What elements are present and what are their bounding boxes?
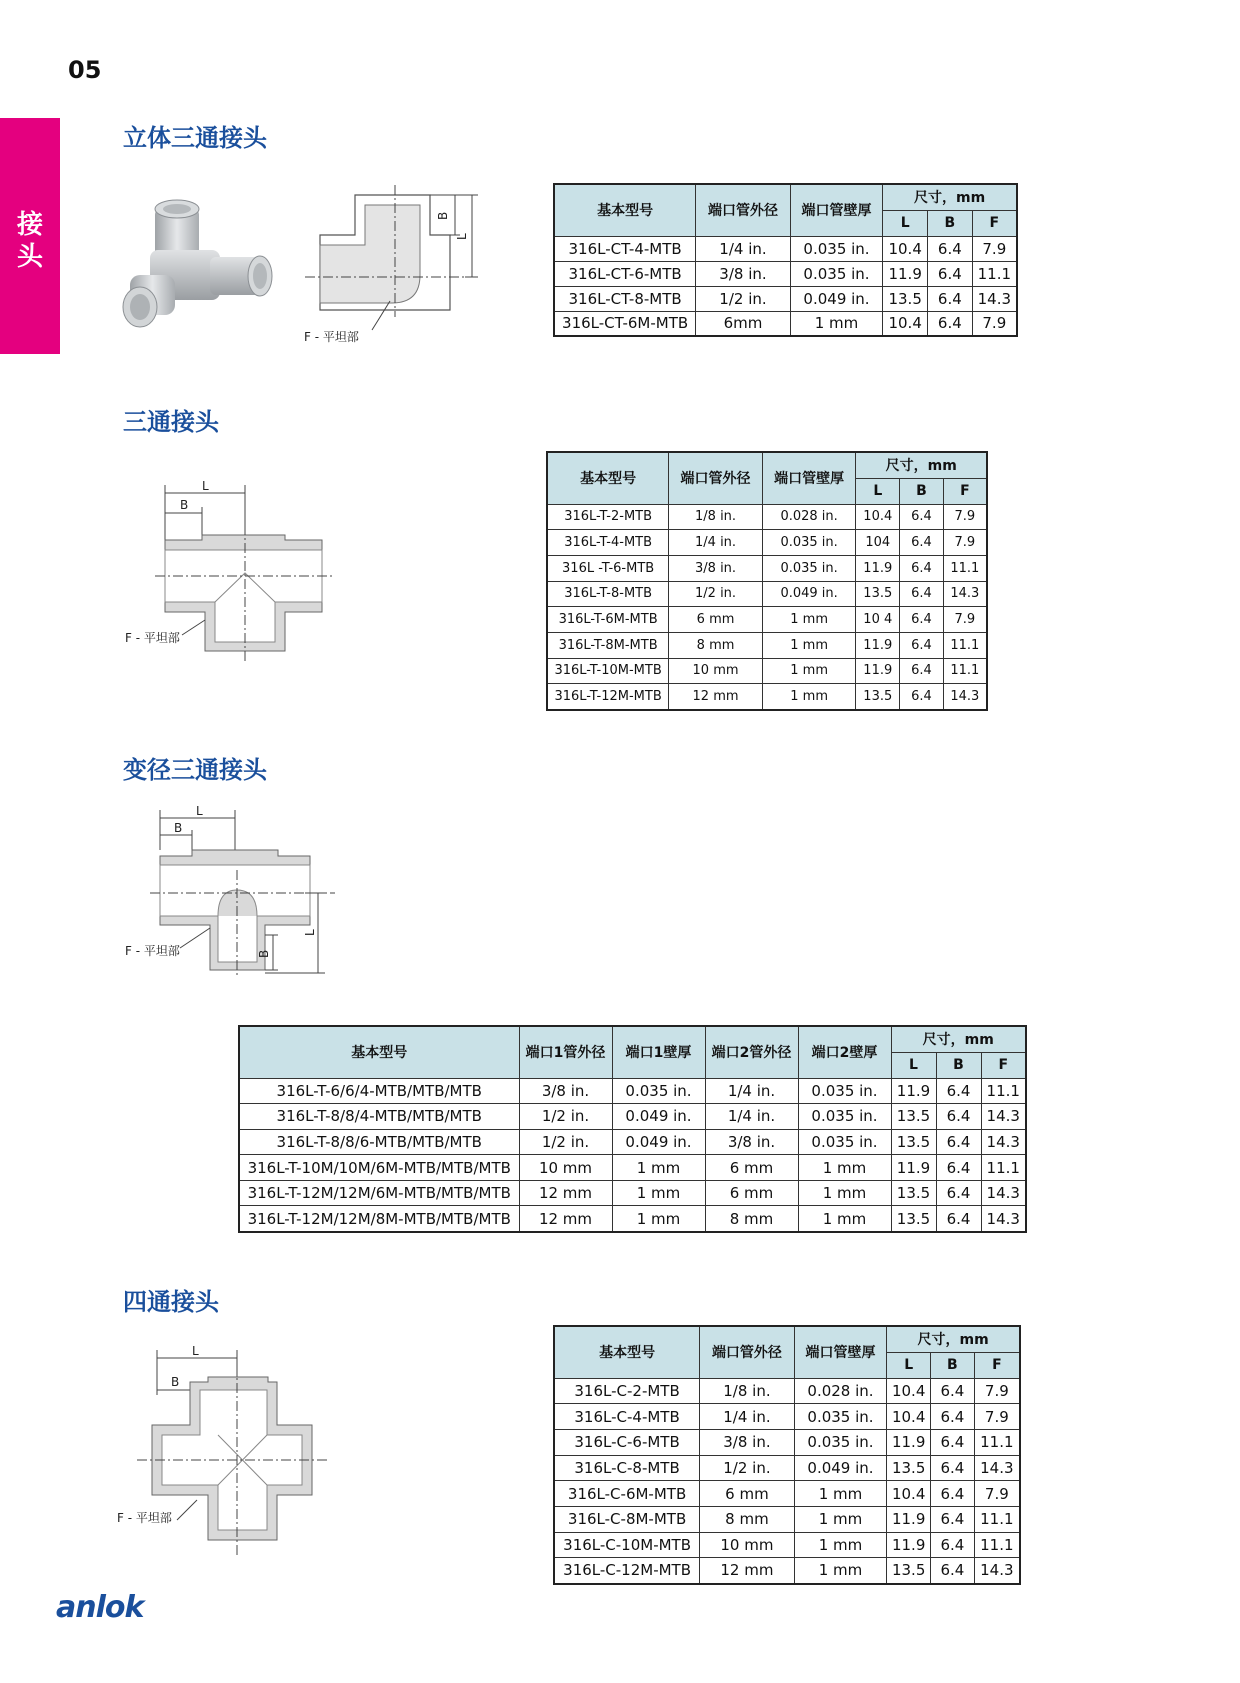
table-cell: 13.5 [887,1455,931,1481]
column-header-od: 端口管外径 [696,184,791,236]
table-cell: 6.4 [931,1455,975,1481]
column-header-wall: 端口管壁厚 [790,184,883,236]
column-header-f: F [972,210,1017,236]
table-cell: 104 [856,530,900,556]
table-cell: 1 mm [794,1558,887,1584]
table-row [239,1206,1026,1232]
dim-l-label: L [202,479,209,493]
dim-l2-label: L [303,929,317,936]
table-cell: 14.3 [972,286,1017,311]
table-cell: 316L-T-8-MTB [547,581,669,607]
table-cell: 14.3 [981,1206,1026,1232]
table-cell: 0.049 in. [762,581,856,607]
table-cell: 11.9 [887,1506,931,1532]
table-cell: 1/2 in. [700,1455,795,1481]
table-cell: 7.9 [972,236,1017,261]
table-cell: 316L-T-4-MTB [547,530,669,556]
table-cell: 316L-T-6M-MTB [547,607,669,633]
column-header-dims: 尺寸，mm [891,1026,1026,1052]
table-cell: 11.9 [856,632,900,658]
column-header-wall: 端口管壁厚 [794,1326,887,1378]
table-cell: 1 mm [762,607,856,633]
table-cell: 10.4 [883,311,928,336]
table-body [554,236,1017,336]
column-header-wall: 端口管壁厚 [762,452,856,504]
table-cell: 13.5 [891,1206,936,1232]
table-cell: 11.1 [972,261,1017,286]
table-cell: 316L-CT-4-MTB [554,236,696,261]
column-header-model: 基本型号 [554,184,696,236]
cross-tee-3d-image [120,195,280,345]
table-cell: 316L-C-12M-MTB [554,1558,700,1584]
table-cell: 316L-C-2-MTB [554,1378,700,1404]
table-cell: 316L-T-8/8/6-MTB/MTB/MTB [239,1129,519,1155]
table-cell: 10.4 [887,1481,931,1507]
table-cell: 1 mm [612,1155,705,1181]
table-cell: 7.9 [943,504,987,530]
flat-label: F - 平坦部 [304,330,359,344]
table-cell: 1/2 in. [669,581,763,607]
table-cell: 0.035 in. [794,1404,887,1430]
table-cell: 13.5 [891,1104,936,1130]
column-header-dims: 尺寸，mm [856,452,987,478]
table-row [554,1455,1020,1481]
table-cell: 13.5 [887,1558,931,1584]
table-cell: 6.4 [931,1378,975,1404]
table-cell: 316L-CT-8-MTB [554,286,696,311]
table-cell: 11.1 [974,1532,1020,1558]
tee-section-drawing [120,479,350,665]
table-cell: 6.4 [936,1078,981,1104]
table-cell: 3/8 in. [519,1078,612,1104]
column-header-port1-od: 端口1管外径 [519,1026,612,1078]
spec-table-cross-tee [553,183,1018,337]
dim-b-label: B [436,211,450,220]
column-header-port1-wall: 端口1壁厚 [612,1026,705,1078]
dim-b-label: B [171,1375,180,1389]
table-cell: 11.9 [883,261,928,286]
column-header-b: B [928,210,973,236]
table-body [547,504,987,710]
table-cell: 10.4 [883,236,928,261]
table-cell: 8 mm [705,1206,798,1232]
table-cell: 6.4 [936,1180,981,1206]
table-row [554,286,1017,311]
table-row [547,581,987,607]
table-cell: 11.1 [981,1078,1026,1104]
page-number: 05 [68,56,102,84]
table-cell: 1/4 in. [705,1078,798,1104]
table-cell: 6.4 [928,286,973,311]
table-cell: 14.3 [943,581,987,607]
table-cell: 13.5 [856,581,900,607]
table-cell: 6.4 [900,684,944,710]
column-header-l: L [891,1052,936,1078]
side-tab [0,118,60,354]
table-cell: 11.1 [943,658,987,684]
table-cell: 316L-T-2-MTB [547,504,669,530]
column-header-f: F [943,478,987,504]
table-cell: 11.1 [943,632,987,658]
table-cell: 316L-C-4-MTB [554,1404,700,1430]
table-cell: 0.035 in. [762,530,856,556]
table-cell: 6 mm [669,607,763,633]
spec-table-reducing-tee [238,1025,1027,1233]
column-header-l: L [856,478,900,504]
table-cell: 316L-C-6-MTB [554,1429,700,1455]
table-cell: 12 mm [700,1558,795,1584]
column-header-od: 端口管外径 [700,1326,795,1378]
column-header-dims: 尺寸，mm [883,184,1017,210]
table-cell: 11.1 [974,1506,1020,1532]
table-cell: 6.4 [936,1129,981,1155]
section-title-tee: 三通接头 [123,408,219,436]
table-cell: 1/8 in. [700,1378,795,1404]
table-cell: 7.9 [974,1404,1020,1430]
table-cell: 6.4 [931,1558,975,1584]
table-cell: 6.4 [900,658,944,684]
table-cell: 1/2 in. [519,1129,612,1155]
column-header-port2-wall: 端口2壁厚 [798,1026,891,1078]
table-cell: 1/4 in. [700,1404,795,1430]
column-header-l: L [883,210,928,236]
section-title-cross: 四通接头 [123,1288,219,1316]
table-cell: 11.9 [891,1078,936,1104]
table-cell: 316L-CT-6-MTB [554,261,696,286]
table-cell: 14.3 [943,684,987,710]
table-row [554,261,1017,286]
table-cell: 316L-C-8M-MTB [554,1506,700,1532]
table-cell: 6mm [696,311,791,336]
table-cell: 3/8 in. [700,1429,795,1455]
table-cell: 6.4 [928,261,973,286]
table-cell: 11.1 [974,1429,1020,1455]
table-cell: 0.035 in. [762,555,856,581]
table-cell: 1/2 in. [519,1104,612,1130]
column-header-b: B [900,478,944,504]
table-cell: 13.5 [891,1129,936,1155]
side-tab-char-1: 接 [16,210,43,240]
column-header-model: 基本型号 [239,1026,519,1078]
table-cell: 1 mm [794,1506,887,1532]
table-cell: 0.035 in. [798,1078,891,1104]
dim-l-label: L [192,1344,199,1358]
table-cell: 316L-C-10M-MTB [554,1532,700,1558]
table-cell: 6.4 [900,581,944,607]
table-cell: 0.049 in. [612,1104,705,1130]
table-cell: 13.5 [856,684,900,710]
table-cell: 316L-C-6M-MTB [554,1481,700,1507]
table-cell: 1/4 in. [669,530,763,556]
cross-tee-section-drawing [300,185,500,355]
table-cell: 1 mm [762,632,856,658]
table-cell: 1 mm [762,684,856,710]
table-row [239,1104,1026,1130]
dim-l-label: L [196,804,203,818]
table-row [554,1558,1020,1584]
table-cell: 1 mm [762,658,856,684]
column-header-od: 端口管外径 [669,452,763,504]
brand-logo: anlok [56,1590,144,1625]
table-cell: 6.4 [900,632,944,658]
table-row [547,632,987,658]
table-cell: 14.3 [974,1558,1020,1584]
table-row [547,607,987,633]
table-cell: 10 mm [519,1155,612,1181]
table-cell: 1 mm [794,1532,887,1558]
table-cell: 13.5 [891,1180,936,1206]
table-cell: 8 mm [700,1506,795,1532]
table-cell: 11.9 [856,555,900,581]
table-cell: 0.049 in. [794,1455,887,1481]
table-cell: 316L-T-10M/10M/6M-MTB/MTB/MTB [239,1155,519,1181]
table-row [239,1078,1026,1104]
dim-b-label: B [174,821,183,835]
table-cell: 316L-T-10M-MTB [547,658,669,684]
side-tab-char-2: 头 [16,242,43,272]
table-cell: 316L-CT-6M-MTB [554,311,696,336]
table-cell: 1 mm [798,1206,891,1232]
table-cell: 1/4 in. [696,236,791,261]
table-cell: 7.9 [974,1481,1020,1507]
table-cell: 316L -T-6-MTB [547,555,669,581]
table-cell: 6.4 [931,1404,975,1430]
table-row [554,1506,1020,1532]
table-cell: 316L-T-8/8/4-MTB/MTB/MTB [239,1104,519,1130]
table-row [554,236,1017,261]
table-cell: 11.9 [887,1429,931,1455]
table-row [554,1481,1020,1507]
table-cell: 14.3 [981,1129,1026,1155]
table-cell: 1 mm [798,1180,891,1206]
table-cell: 0.049 in. [612,1129,705,1155]
table-cell: 0.049 in. [790,286,883,311]
table-cell: 6 mm [705,1180,798,1206]
column-header-model: 基本型号 [547,452,669,504]
table-row [239,1180,1026,1206]
table-cell: 6.4 [928,236,973,261]
table-row [547,684,987,710]
table-cell: 10 mm [669,658,763,684]
table-cell: 6.4 [936,1104,981,1130]
table-cell: 11.1 [943,555,987,581]
table-row [239,1155,1026,1181]
table-row [547,658,987,684]
table-cell: 1/2 in. [696,286,791,311]
table-row [554,1404,1020,1430]
cross-section-drawing [112,1344,342,1560]
table-row [547,504,987,530]
table-row [554,1532,1020,1558]
table-cell: 14.3 [981,1104,1026,1130]
table-cell: 11.1 [981,1155,1026,1181]
table-row [239,1129,1026,1155]
table-cell: 0.035 in. [790,261,883,286]
table-cell: 1 mm [798,1155,891,1181]
flat-label: F - 平坦部 [125,631,180,645]
table-cell: 7.9 [972,311,1017,336]
column-header-port2-od: 端口2管外径 [705,1026,798,1078]
column-header-f: F [974,1352,1020,1378]
table-cell: 10 4 [856,607,900,633]
table-cell: 0.028 in. [762,504,856,530]
reducing-tee-section-drawing [120,804,350,980]
table-cell: 7.9 [974,1378,1020,1404]
column-header-b: B [931,1352,975,1378]
table-row [554,1378,1020,1404]
section-title-cross-tee: 立体三通接头 [123,124,267,152]
table-cell: 0.035 in. [612,1078,705,1104]
dim-b2-label: B [257,949,271,958]
table-cell: 10.4 [887,1378,931,1404]
table-cell: 1 mm [790,311,883,336]
table-cell: 6 mm [705,1155,798,1181]
flat-label: F - 平坦部 [117,1511,172,1525]
table-row [547,530,987,556]
table-cell: 7.9 [943,607,987,633]
column-header-model: 基本型号 [554,1326,700,1378]
table-row [554,1429,1020,1455]
column-header-l: L [887,1352,931,1378]
table-cell: 6.4 [931,1532,975,1558]
table-cell: 11.9 [887,1532,931,1558]
table-cell: 316L-T-12M-MTB [547,684,669,710]
table-cell: 0.028 in. [794,1378,887,1404]
table-cell: 11.9 [891,1155,936,1181]
table-cell: 316L-T-6/6/4-MTB/MTB/MTB [239,1078,519,1104]
column-header-b: B [936,1052,981,1078]
table-cell: 13.5 [883,286,928,311]
table-cell: 12 mm [519,1180,612,1206]
table-cell: 316L-T-8M-MTB [547,632,669,658]
column-header-dims: 尺寸，mm [887,1326,1020,1352]
table-cell: 6.4 [900,555,944,581]
table-cell: 6.4 [900,530,944,556]
table-row [547,555,987,581]
table-cell: 14.3 [974,1455,1020,1481]
spec-table-cross [553,1325,1021,1585]
spec-table-tee [546,451,988,711]
table-cell: 10 mm [700,1532,795,1558]
table-cell: 12 mm [519,1206,612,1232]
table-row [554,311,1017,336]
table-cell: 0.035 in. [790,236,883,261]
table-cell: 316L-T-12M/12M/8M-MTB/MTB/MTB [239,1206,519,1232]
table-cell: 3/8 in. [669,555,763,581]
table-cell: 1 mm [612,1180,705,1206]
table-cell: 6.4 [931,1429,975,1455]
table-cell: 0.035 in. [798,1129,891,1155]
table-cell: 0.035 in. [798,1104,891,1130]
section-title-reducing-tee: 变径三通接头 [123,756,267,784]
table-cell: 14.3 [981,1180,1026,1206]
table-cell: 7.9 [943,530,987,556]
table-cell: 11.9 [856,658,900,684]
table-cell: 316L-C-8-MTB [554,1455,700,1481]
table-cell: 10.4 [887,1404,931,1430]
table-cell: 6.4 [931,1481,975,1507]
table-cell: 3/8 in. [696,261,791,286]
dim-b-label: B [180,498,189,512]
table-cell: 1/4 in. [705,1104,798,1130]
table-body [239,1078,1026,1232]
table-cell: 8 mm [669,632,763,658]
table-cell: 3/8 in. [705,1129,798,1155]
table-cell: 6.4 [928,311,973,336]
table-cell: 1/8 in. [669,504,763,530]
column-header-f: F [981,1052,1026,1078]
table-cell: 6.4 [931,1506,975,1532]
table-cell: 316L-T-12M/12M/6M-MTB/MTB/MTB [239,1180,519,1206]
dim-l-label: L [455,233,469,240]
table-cell: 1 mm [794,1481,887,1507]
table-cell: 1 mm [612,1206,705,1232]
flat-label: F - 平坦部 [125,944,180,958]
table-cell: 6.4 [900,607,944,633]
table-cell: 6 mm [700,1481,795,1507]
table-cell: 12 mm [669,684,763,710]
table-cell: 10.4 [856,504,900,530]
table-cell: 6.4 [936,1206,981,1232]
table-cell: 0.035 in. [794,1429,887,1455]
table-body [554,1378,1020,1584]
table-cell: 6.4 [936,1155,981,1181]
table-cell: 6.4 [900,504,944,530]
